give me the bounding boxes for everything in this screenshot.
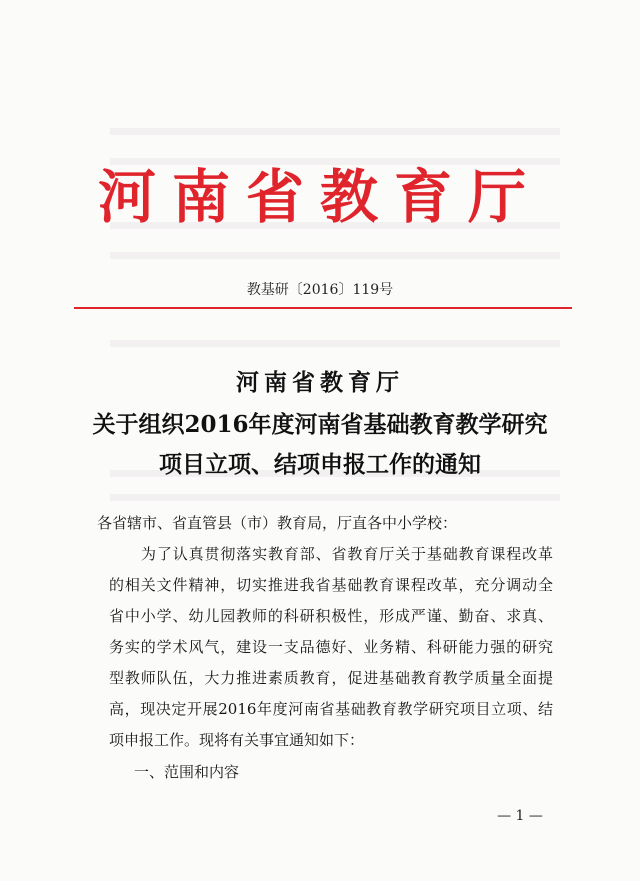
- body-line: 项申报工作。现将有关事宜通知如下：: [109, 731, 365, 749]
- body-line: 高，现决定开展2016年度河南省基础教育教学研究项目立项、结: [109, 700, 553, 718]
- body-line: 的相关文件精神，切实推进我省基础教育课程改革，充分调动全: [109, 576, 553, 594]
- title-line-3: 项目立项、结项申报工作的通知: [159, 451, 481, 478]
- bleed-through-line: [110, 494, 560, 501]
- title-line-2: 关于组织2016年度河南省基础教育教学研究: [92, 411, 548, 438]
- bleed-through-line: [110, 128, 560, 135]
- document-number: 教基研〔2016〕119号: [246, 282, 394, 298]
- body-line: 型教师队伍，大力推进素质教育，促进基础教育教学质量全面提: [109, 669, 553, 687]
- bleed-through-line: [110, 340, 560, 347]
- body-line: 务实的学术风气，建设一支品德好、业务精、科研能力强的研究: [109, 638, 553, 656]
- title-line-1: 河南省教育厅: [236, 369, 404, 396]
- issuing-authority-header: 河南省教育厅: [97, 163, 542, 231]
- body-line: 为了认真贯彻落实教育部、省教育厅关于基础教育课程改革: [141, 545, 553, 563]
- bleed-through-line: [110, 252, 560, 259]
- red-divider-rule: [74, 307, 572, 309]
- page-number: — 1 —: [497, 808, 543, 824]
- salutation: 各省辖市、省直管县（市）教育局，厅直各中小学校：: [97, 514, 458, 532]
- section-heading: 一、范围和内容: [134, 763, 240, 781]
- body-line: 省中小学、幼儿园教师的科研积极性，形成严谨、勤奋、求真、: [109, 607, 553, 625]
